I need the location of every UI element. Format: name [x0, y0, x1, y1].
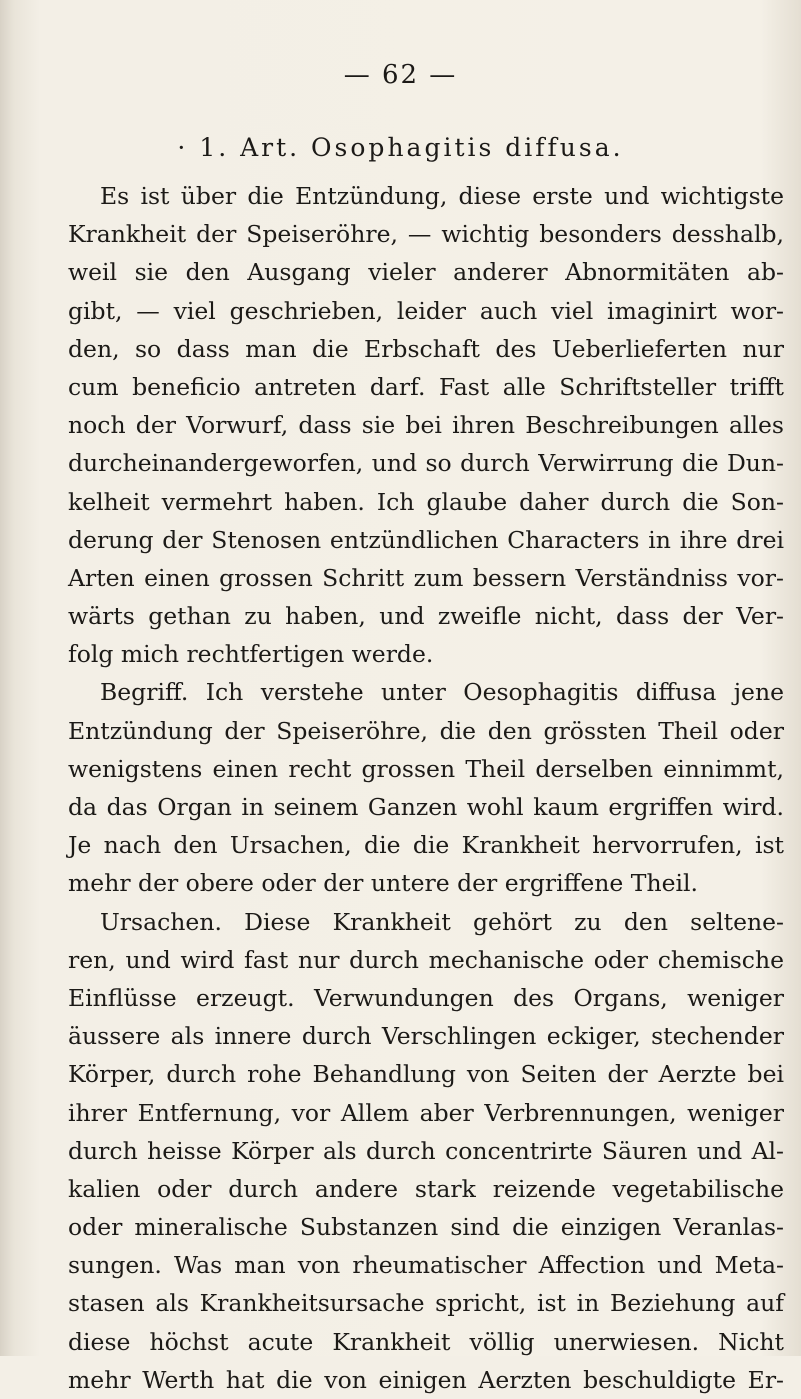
- text-line: Begriff. Ich verstehe unter Oesophagitis diffusa jene: [100, 678, 784, 707]
- text-line: durch heisse Körper als durch concentrirte Säuren und Al-: [68, 1136, 784, 1165]
- text-line: Je nach den Ursachen, die die Krankheit hervorrufen, ist: [68, 831, 784, 860]
- text-line: Einflüsse erzeugt. Verwundungen des Organs, weniger: [68, 983, 784, 1012]
- page-number: — 62 —: [343, 60, 458, 90]
- text-line: diese höchst acute Krankheit völlig unerwiesen. Nicht: [68, 1327, 784, 1356]
- text-line: stasen als Krankheitsursache spricht, ist in Beziehung auf: [68, 1289, 784, 1318]
- text-line: Ursachen. Diese Krankheit gehört zu den seltene-: [100, 907, 784, 936]
- text-line: durcheinandergeworfen, und so durch Verwirrung die Dun-: [68, 449, 784, 478]
- text-line: kelheit vermehrt haben. Ich glaube daher durch die Son-: [68, 487, 784, 516]
- text-line: noch der Vorwurf, dass sie bei ihren Beschreibungen alles: [68, 411, 784, 440]
- text-line: kalien oder durch andere stark reizende vegetabilische: [68, 1174, 784, 1203]
- text-line: Arten einen grossen Schritt zum bessern Verständniss vor-: [68, 563, 784, 592]
- text-line: wenigstens einen recht grossen Theil derselben einnimmt,: [68, 754, 784, 783]
- text-line: Krankheit der Speiseröhre, — wichtig besonders desshalb,: [68, 220, 784, 249]
- text-line: ren, und wird fast nur durch mechanische oder chemische: [68, 945, 784, 974]
- text-line: Es ist über die Entzündung, diese erste und wichtigste: [100, 182, 784, 210]
- text-line: cum beneficio antreten darf. Fast alle Schriftsteller trifft: [68, 372, 784, 401]
- text-line: äussere als innere durch Verschlingen eckiger, stechender: [68, 1022, 784, 1051]
- text-line: mehr der obere oder der untere der ergriffene Theil.: [68, 869, 699, 898]
- text-line: mehr Werth hat die von einigen Aerzten beschuldigte Er-: [68, 1365, 784, 1394]
- text-line: den, so dass man die Erbschaft des Ueberlieferten nur: [68, 334, 784, 363]
- text-line: Entzündung der Speiseröhre, die den grössten Theil oder: [68, 716, 784, 745]
- text-line: Körper, durch rohe Behandlung von Seiten der Aerzte bei: [68, 1060, 784, 1089]
- text-line: derung der Stenosen entzündlichen Characters in ihre drei: [68, 525, 784, 554]
- text-line: wärts gethan zu haben, und zweifle nicht, dass der Ver-: [68, 602, 784, 631]
- text-line: ihrer Entfernung, vor Allem aber Verbrennungen, weniger: [68, 1098, 784, 1127]
- text-line: gibt, — viel geschrieben, leider auch viel imaginirt wor-: [68, 296, 784, 325]
- text-line: oder mineralische Substanzen sind die einzigen Veranlas-: [68, 1213, 784, 1242]
- section-heading: · 1. Art. Osophagitis diffusa.: [177, 133, 624, 162]
- text-line: folg mich rechtfertigen werde.: [68, 640, 434, 669]
- text-line: weil sie den Ausgang vieler anderer Abnormitäten ab-: [68, 258, 784, 287]
- body-text: [68, 177, 784, 1399]
- text-line: da das Organ in seinem Ganzen wohl kaum ergriffen wird.: [68, 793, 784, 821]
- text-line: sungen. Was man von rheumatischer Affection und Meta-: [68, 1251, 784, 1280]
